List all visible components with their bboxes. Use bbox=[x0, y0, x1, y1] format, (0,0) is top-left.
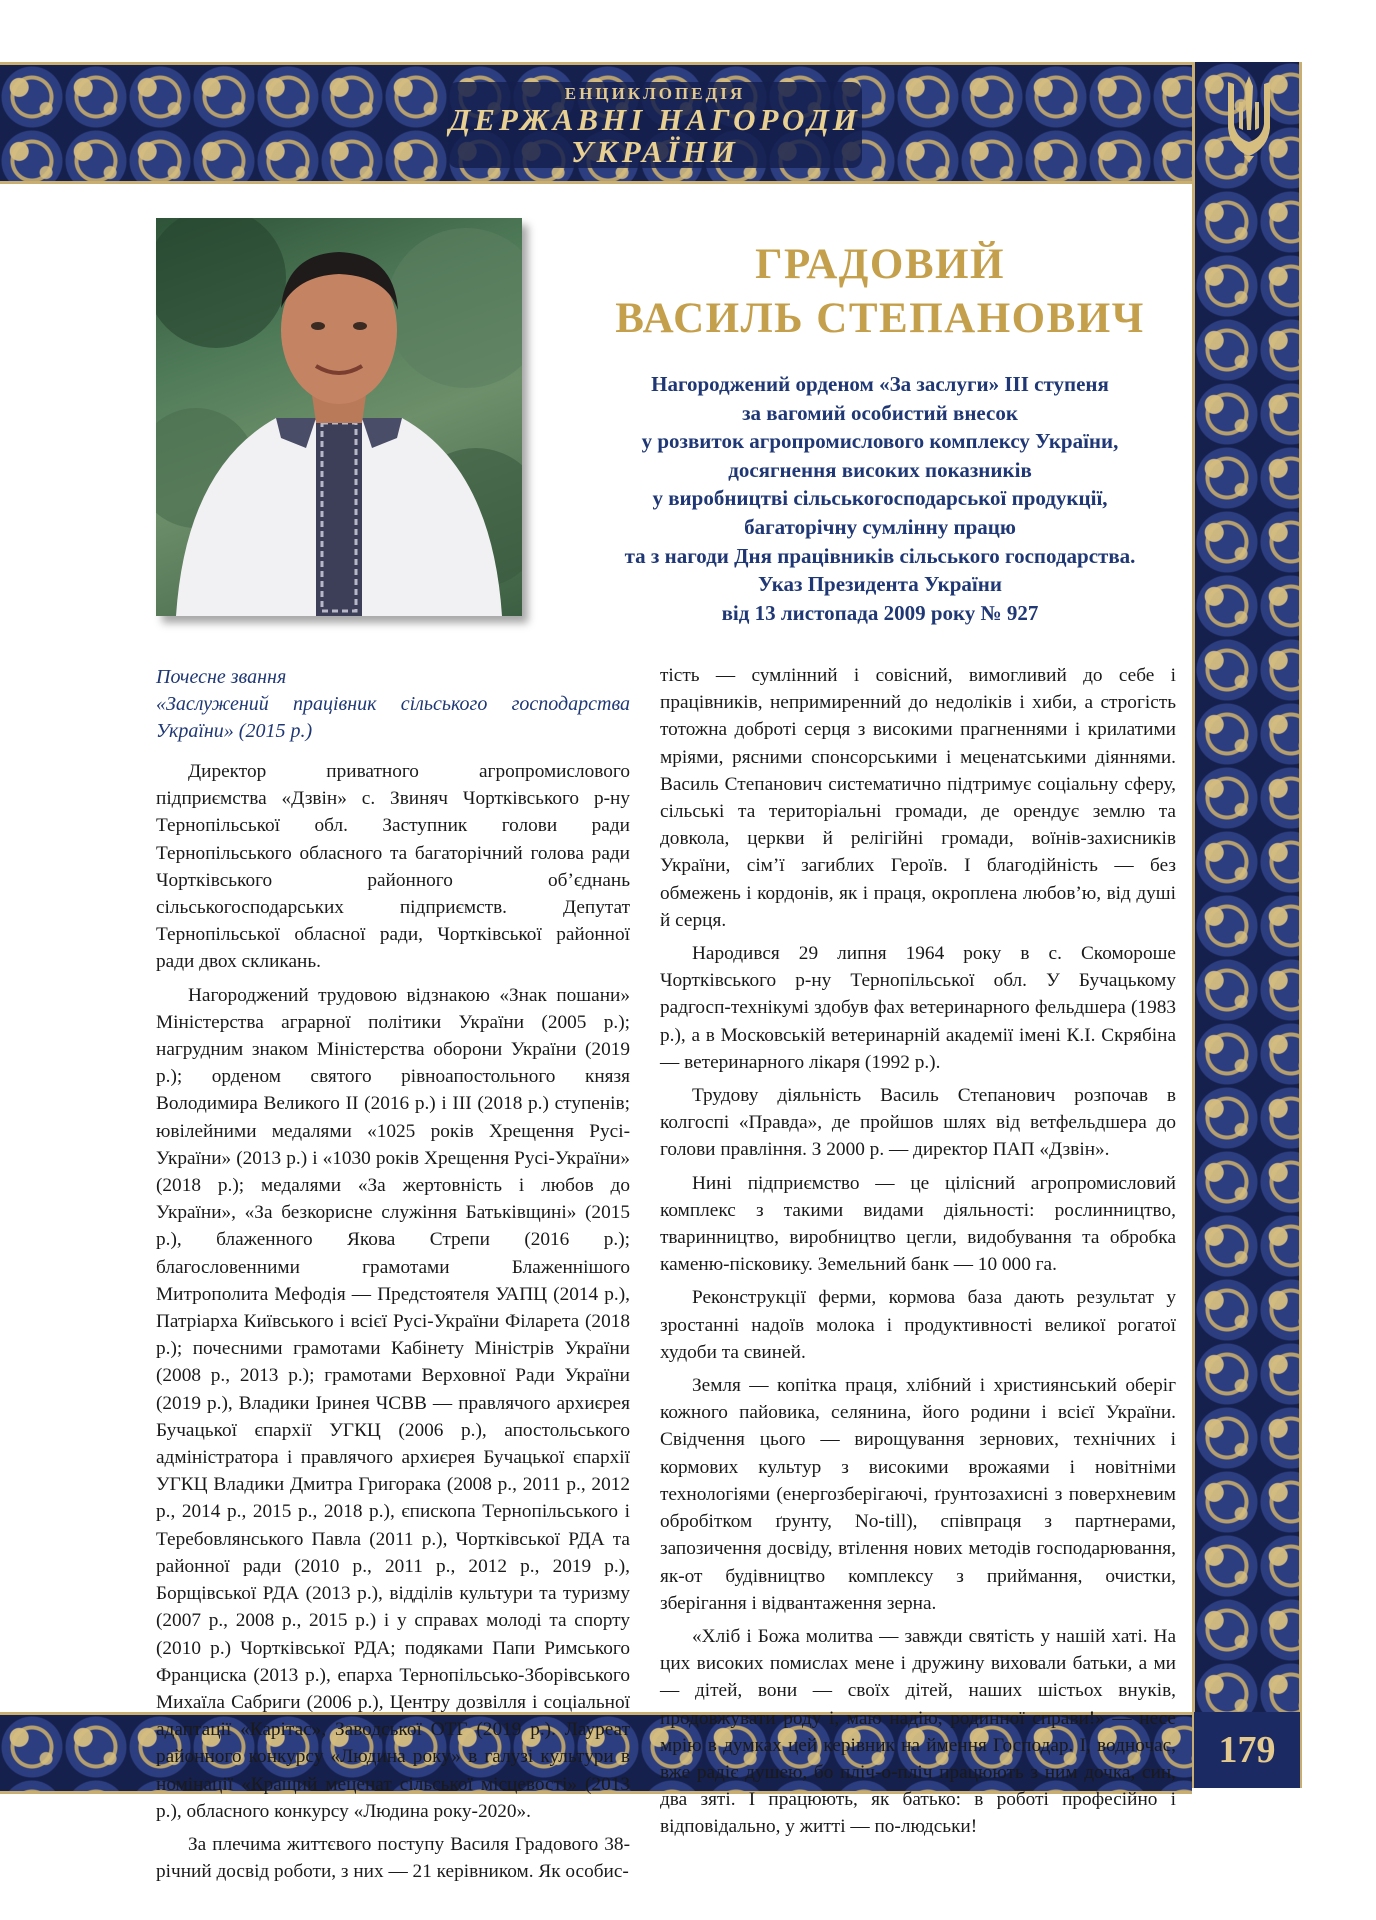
award-line: та з нагоди Дня працівників сільського господарства. bbox=[624, 543, 1136, 568]
paragraph: Земля — копітка праця, хлібний і християнський оберіг кожного пайовика, селянина, його родини і всієї України. Свідчення цього — вирощування зернових, технічних і кормових культур з високими врожаями і новітніми технологіями (енергозберігаючі, ґрунтозахисні з поверхневим обробітком ґрунту, No-till), співпраця з партнерами, запозичення досвіду, втілення нових методів господарювання, як-от будівництво комплексу з приймання, очистки, зберігання і відвантаження зерна. bbox=[660, 1375, 1176, 1614]
award-line: багаторічну сумлінну працю bbox=[744, 514, 1016, 539]
paragraph: Народився 29 липня 1964 року в с. Скомороше Чортківського р-ну Тернопільської обл. У Бучацькому радгосп-технікумі здобув фах ветеринарного фельдшера (1983 р.), а в Московській ветеринарній академії імені К.І. Скрябіна — ветеринарного лікаря (1992 р.). bbox=[660, 943, 1176, 1073]
paragraph: тість — сумлінний і совісний, вимогливий до себе і працівників, непримиренний до недоліків і хиби, а строгість тотожна доброті серця з високими прагненнями і крилатими мріями, рясними спонсорськими і меценатськими діяннями. Василь Степанович систематично підтримує соціальну сферу, сільські та територіальні громади, де орендує землю та довкола, церкви й релігійні громади, воїнів-захисників України, сім’ї загиблих Героїв. І благодійність — без обмежень і кордонів, як і праця, окроплена любов’ю, від душі й серця. bbox=[660, 665, 1176, 931]
award-line: Указ Президента України bbox=[758, 572, 1002, 597]
honorary-title bbox=[156, 664, 630, 745]
trident-emblem-icon bbox=[1222, 72, 1276, 164]
encyclopedia-title bbox=[448, 82, 862, 168]
honorary-title-line: «Заслужений працівник сільського господарства bbox=[156, 693, 630, 715]
paragraph: Нагороджений трудовою відзнакою «Знак пошани» Міністерства аграрної політики України (2005 р.); нагрудним знаком Міністерства оборони України (2019 р.); орденом святого рівноапостольного князя Володимира Великого ІІ (2016 р.) і ІІІ (2018 р.) ступенів; ювілейними медалями «1025 років Хрещення Русі-України» (2013 р.) і «1030 років Хрещення Русі-України» (2018 р.); медалями «За жертовність і любов до України», «За безкорисне служіння Батьківщині» (2015 р.), блаженного Якова Стрепи (2016 р.); благословенними грамотами Блаженнішого Митрополита Мефодія — Предстоятеля УАПЦ (2014 р.), Патріарха Київського і всієї Русі-України Філарета (2018 р.); почесними грамотами Кабінету Міністрів України (2008 р., 2013 р.); грамотами Верховної Ради України (2019 р.), Владики Іринея ЧСВВ — правлячого архиєрея Бучацької єпархії УГКЦ (2006 р.), апостольського адміністратора і правлячого архиєрея Бучацької єпархії УГКЦ Владики Дмитра Григорака (2008 р., 2011 р., 2012 р., 2014 р., 2015 р., 2018 р.), єпископа Тернопільського і Теребовлянського Павла (2011 р.), Чортківської РДА та районної ради (2010 р., 2011 р., 2012 р., 2019 р.), Борщівської РДА (2013 р.), відділів культури та туризму (2007 р., 2008 р., 2015 р.) і у справах молоді та спорту (2010 р.) Чортківської РДА; подяками Папи Римського Франциска (2013 р.), епарха Тернопільсько-Зборівського Михаїла Сабриги (2006 р.), Центру дозвілля і соціальної адаптації «Карітас», Заводської ОТГ (2019 р.). Лауреат районного конкурсу «Людина року» в галузі культури в номінації «Кращий меценат сільської місцевості» (2013 р.), обласного конкурсу «Людина року-2020». bbox=[156, 984, 630, 1822]
person-given-names: ВАСИЛЬ СТЕПАНОВИЧ bbox=[615, 295, 1145, 342]
encyclopedia-title-line1: ДЕРЖАВНІ НАГОРОДИ bbox=[449, 102, 861, 137]
paragraph: Трудову діяльність Василь Степанович розпочав в колгоспі «Правда», де пройшов шлях від ветфельдшера до голови правління. З 2000 р. — директор ПАП «Дзвін». bbox=[660, 1085, 1176, 1161]
right-text-column bbox=[660, 662, 1176, 1847]
page-number-box bbox=[1194, 1712, 1300, 1788]
award-statement bbox=[580, 370, 1180, 627]
paragraph: Нині підприємство — це цілісний агропромисловий комплекс з такими видами діяльності: рослинництво, тваринництво, виробництво цегли, видобування та обробка каменю-пісковику. Земельний банк — 10 000 га. bbox=[660, 1172, 1176, 1276]
paragraph: Директор приватного агропромислового підприємства «Дзвін» с. Звиняч Чортківського р-ну Тернопільської обл. Заступник голови ради Тернопільського обласного та багаторічний голова ради Чортківського районного об’єднань сільськогосподарських підприємств. Депутат Тернопільської обласної ради, Чортківської районної ради двох скликань. bbox=[156, 761, 630, 973]
page-number: 179 bbox=[1218, 1729, 1276, 1771]
encyclopedia-title-line2: УКРАЇНИ bbox=[571, 134, 739, 169]
paragraph: «Хліб і Божа молитва — завжди святість у нашій хаті. На цих високих помислах мене і дружину виховали батьки, а ми — дітей, вони — своїх дітей, наших шістьох внуків, продовжувати роду і, маю надію, родинної справи!» — несе мрію в думках цей керівник на ймення Господар. І, водночас, вже радіє душею, бо пліч-о-пліч працюють з ним дочка, син, два зяті. І працюють, як батько: в роботі професійно і відповідально, у житті — по-людськи! bbox=[660, 1625, 1176, 1838]
award-line: у виробництві сільськогосподарської продукції, bbox=[652, 486, 1108, 511]
honorary-title-line: Почесне звання bbox=[156, 666, 287, 688]
person-surname: ГРАДОВИЙ bbox=[755, 241, 1005, 288]
ornamental-right-border bbox=[1192, 62, 1302, 1788]
paragraph: За плечима життєвого поступу Василя Градового 38-річний досвід роботи, з них — 21 керівником. Як особис- bbox=[156, 1833, 630, 1883]
encyclopedia-label: ЕНЦИКЛОПЕДІЯ bbox=[564, 84, 746, 103]
award-line: у розвиток агропромислового комплексу України, bbox=[641, 429, 1119, 454]
portrait-photo bbox=[156, 218, 522, 616]
award-line: за вагомий особистий внесок bbox=[742, 400, 1018, 425]
award-line: Нагороджений орденом «За заслуги» ІІІ ступеня bbox=[651, 372, 1109, 396]
left-text-column bbox=[156, 758, 630, 1891]
paragraph: Реконструкції ферми, кормова база дають результат у зростанні надоїв молока і продуктивності великої рогатої худоби та свиней. bbox=[660, 1287, 1176, 1363]
award-line: від 13 листопада 2009 року № 927 bbox=[721, 600, 1039, 625]
person-name bbox=[600, 238, 1160, 346]
award-line: досягнення високих показників bbox=[728, 457, 1032, 482]
portrait-illustration bbox=[156, 218, 522, 616]
honorary-title-line: України» (2015 р.) bbox=[156, 720, 313, 742]
